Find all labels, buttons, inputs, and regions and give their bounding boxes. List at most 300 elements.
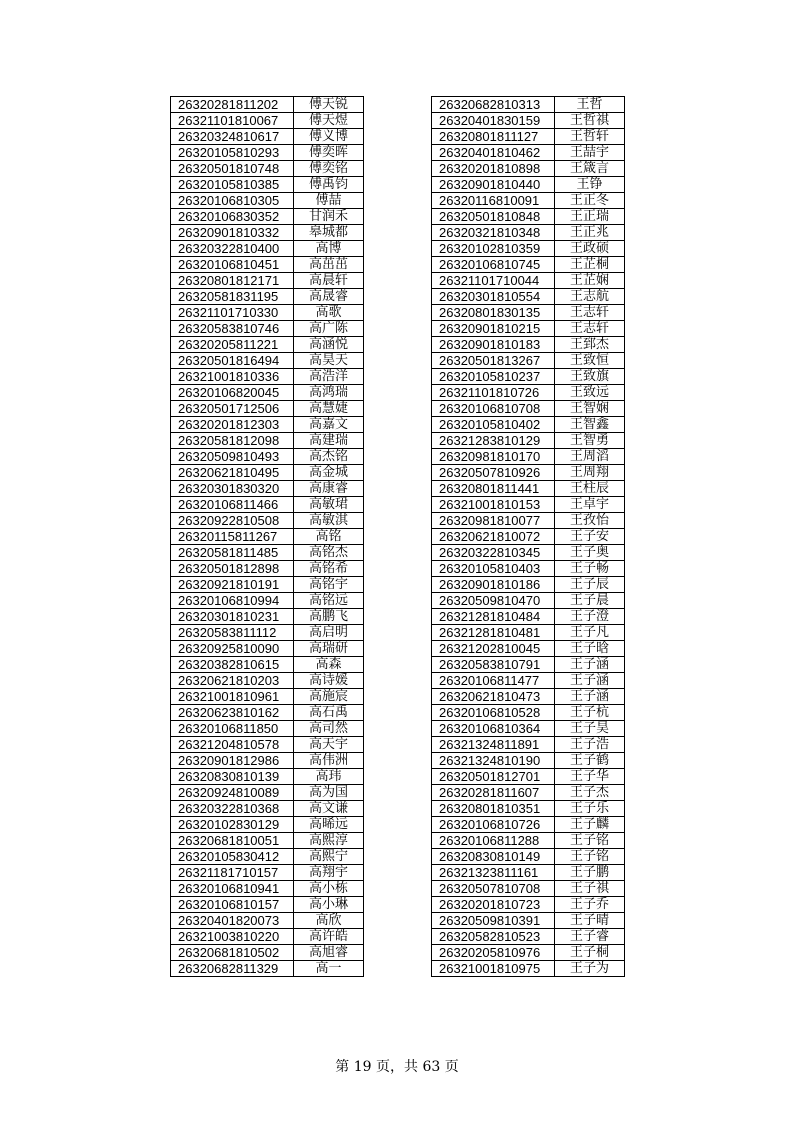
candidate-id: 26320102830129 <box>171 817 294 833</box>
candidate-id: 26320106830352 <box>171 209 294 225</box>
candidate-id: 26321101810726 <box>432 385 555 401</box>
candidate-id: 26320301810231 <box>171 609 294 625</box>
candidate-name: 王子昊 <box>555 721 625 737</box>
candidate-id: 26320501810748 <box>171 161 294 177</box>
table-row <box>171 609 364 625</box>
candidate-id: 26320621810203 <box>171 673 294 689</box>
candidate-id: 26320106810994 <box>171 593 294 609</box>
candidate-id: 26320581811485 <box>171 545 294 561</box>
candidate-name: 王致远 <box>555 385 625 401</box>
candidate-name: 王子晨 <box>555 593 625 609</box>
table-row <box>432 289 625 305</box>
table-row <box>171 497 364 513</box>
table-row <box>171 865 364 881</box>
candidate-name: 高小琳 <box>294 897 364 913</box>
candidate-id: 26320621810473 <box>432 689 555 705</box>
table-row <box>432 833 625 849</box>
candidate-id: 26321281810484 <box>432 609 555 625</box>
candidate-name: 王周滔 <box>555 449 625 465</box>
table-row <box>171 897 364 913</box>
table-row <box>432 145 625 161</box>
table-row <box>432 257 625 273</box>
candidate-id: 26320322810345 <box>432 545 555 561</box>
candidate-name: 高为国 <box>294 785 364 801</box>
table-row <box>171 145 364 161</box>
table-row <box>432 609 625 625</box>
candidate-id: 26320201810723 <box>432 897 555 913</box>
candidate-id: 26321323811161 <box>432 865 555 881</box>
table-row <box>432 817 625 833</box>
table-row <box>171 769 364 785</box>
table-row <box>171 705 364 721</box>
candidate-id: 26321003810220 <box>171 929 294 945</box>
candidate-name: 王周翔 <box>555 465 625 481</box>
candidate-name: 高敏淇 <box>294 513 364 529</box>
candidate-name: 王智娴 <box>555 401 625 417</box>
candidate-id: 26320301810554 <box>432 289 555 305</box>
table-row <box>171 625 364 641</box>
candidate-name: 王子涵 <box>555 657 625 673</box>
candidate-name: 王箴言 <box>555 161 625 177</box>
candidate-name: 高许皓 <box>294 929 364 945</box>
candidate-name: 高涵悦 <box>294 337 364 353</box>
candidate-id: 26320901810440 <box>432 177 555 193</box>
candidate-name: 高铭希 <box>294 561 364 577</box>
candidate-name: 王智勇 <box>555 433 625 449</box>
table-row <box>171 817 364 833</box>
table-row <box>432 193 625 209</box>
candidate-id: 26320901810215 <box>432 321 555 337</box>
candidate-id: 26320507810708 <box>432 881 555 897</box>
candidate-name: 王子华 <box>555 769 625 785</box>
table-row <box>171 353 364 369</box>
candidate-id: 26321001810961 <box>171 689 294 705</box>
candidate-id: 26320830810139 <box>171 769 294 785</box>
candidate-id: 26320106810708 <box>432 401 555 417</box>
candidate-name: 王铮 <box>555 177 625 193</box>
candidate-name: 高铭 <box>294 529 364 545</box>
candidate-id: 26320102810359 <box>432 241 555 257</box>
table-row <box>432 529 625 545</box>
candidate-name: 王正冬 <box>555 193 625 209</box>
candidate-id: 26321001810153 <box>432 497 555 513</box>
candidate-name: 傅天锐 <box>294 97 364 113</box>
candidate-id: 26320901810332 <box>171 225 294 241</box>
candidate-name: 高熙宁 <box>294 849 364 865</box>
candidate-id: 26321101710044 <box>432 273 555 289</box>
candidate-id: 26320106810157 <box>171 897 294 913</box>
candidate-id: 26320509810391 <box>432 913 555 929</box>
table-row <box>171 273 364 289</box>
candidate-id: 26321204810578 <box>171 737 294 753</box>
table-row <box>432 961 625 977</box>
candidate-name: 王志航 <box>555 289 625 305</box>
table-row <box>432 225 625 241</box>
candidate-id: 26320621810072 <box>432 529 555 545</box>
candidate-id: 26320509810470 <box>432 593 555 609</box>
candidate-id: 26320401810462 <box>432 145 555 161</box>
candidate-id: 26320281811607 <box>432 785 555 801</box>
table-row <box>171 113 364 129</box>
candidate-name: 高伟洲 <box>294 753 364 769</box>
table-row <box>432 753 625 769</box>
candidate-name: 高启明 <box>294 625 364 641</box>
table-row <box>432 209 625 225</box>
candidate-name: 傅奕晖 <box>294 145 364 161</box>
candidate-id: 26320205811221 <box>171 337 294 353</box>
candidate-id: 26320105810403 <box>432 561 555 577</box>
candidate-id: 26320401820073 <box>171 913 294 929</box>
candidate-name: 高小栋 <box>294 881 364 897</box>
candidate-id: 26320281811202 <box>171 97 294 113</box>
candidate-name: 高翔宇 <box>294 865 364 881</box>
candidate-id: 26320682810313 <box>432 97 555 113</box>
table-row <box>432 577 625 593</box>
candidate-name: 高诗媛 <box>294 673 364 689</box>
candidate-name: 王子桐 <box>555 945 625 961</box>
candidate-id: 26320105810385 <box>171 177 294 193</box>
table-row <box>432 769 625 785</box>
candidate-name: 王芷娴 <box>555 273 625 289</box>
table-row <box>432 689 625 705</box>
table-row <box>171 881 364 897</box>
table-row <box>171 801 364 817</box>
candidate-id: 26320201810898 <box>432 161 555 177</box>
candidate-name: 王芷桐 <box>555 257 625 273</box>
table-row <box>171 481 364 497</box>
candidate-id: 26320922810508 <box>171 513 294 529</box>
candidate-name: 傅禹钧 <box>294 177 364 193</box>
candidate-id: 26321281810481 <box>432 625 555 641</box>
table-row <box>432 177 625 193</box>
candidate-name: 王致旗 <box>555 369 625 385</box>
candidate-id: 26321101710330 <box>171 305 294 321</box>
candidate-name: 王子乔 <box>555 897 625 913</box>
candidate-name: 高一 <box>294 961 364 977</box>
candidate-id: 26320801810351 <box>432 801 555 817</box>
candidate-id: 26321283810129 <box>432 433 555 449</box>
candidate-id: 26320106811288 <box>432 833 555 849</box>
table-row <box>171 689 364 705</box>
table-row <box>171 833 364 849</box>
candidate-id: 26320801811441 <box>432 481 555 497</box>
candidate-id: 26320830810149 <box>432 849 555 865</box>
candidate-name: 高欣 <box>294 913 364 929</box>
table-row <box>171 785 364 801</box>
candidate-name: 王正兆 <box>555 225 625 241</box>
table-row <box>171 641 364 657</box>
table-row <box>432 913 625 929</box>
candidate-id: 26320382810615 <box>171 657 294 673</box>
candidate-id: 26320924810089 <box>171 785 294 801</box>
table-row <box>171 465 364 481</box>
candidate-name: 高石禹 <box>294 705 364 721</box>
candidate-id: 26320901810186 <box>432 577 555 593</box>
table-row <box>171 929 364 945</box>
candidate-id: 26320501712506 <box>171 401 294 417</box>
table-row <box>432 897 625 913</box>
candidate-name: 王哲祺 <box>555 113 625 129</box>
candidate-name: 王子奥 <box>555 545 625 561</box>
table-row <box>432 513 625 529</box>
candidate-name: 傅喆 <box>294 193 364 209</box>
table-row <box>171 449 364 465</box>
candidate-id: 26320501812898 <box>171 561 294 577</box>
table-row <box>171 673 364 689</box>
candidate-name: 高司然 <box>294 721 364 737</box>
table-row <box>171 433 364 449</box>
candidate-id: 26320106810364 <box>432 721 555 737</box>
candidate-id: 26320105830412 <box>171 849 294 865</box>
table-row <box>432 433 625 449</box>
candidate-id: 26320322810400 <box>171 241 294 257</box>
table-row <box>432 785 625 801</box>
table-row <box>432 449 625 465</box>
table-row <box>432 945 625 961</box>
candidate-name: 王子凡 <box>555 625 625 641</box>
table-row <box>171 177 364 193</box>
candidate-id: 26320801830135 <box>432 305 555 321</box>
candidate-name: 王孜怡 <box>555 513 625 529</box>
candidate-name: 王志轩 <box>555 321 625 337</box>
table-row <box>432 385 625 401</box>
candidate-id: 26320106810305 <box>171 193 294 209</box>
candidate-name: 高铭远 <box>294 593 364 609</box>
table-row <box>432 801 625 817</box>
candidate-id: 26320116810091 <box>432 193 555 209</box>
candidate-id: 26320582810523 <box>432 929 555 945</box>
candidate-id: 26320106810941 <box>171 881 294 897</box>
candidate-id: 26320106810726 <box>432 817 555 833</box>
candidate-name: 王正瑞 <box>555 209 625 225</box>
candidate-name: 高金城 <box>294 465 364 481</box>
table-row <box>171 529 364 545</box>
candidate-id: 26320901810183 <box>432 337 555 353</box>
candidate-name: 王致恒 <box>555 353 625 369</box>
candidate-id: 26320925810090 <box>171 641 294 657</box>
candidate-name: 王喆宇 <box>555 145 625 161</box>
table-row <box>171 849 364 865</box>
candidate-name: 王子鹏 <box>555 865 625 881</box>
candidate-name: 王哲 <box>555 97 625 113</box>
candidate-name: 高鸿瑞 <box>294 385 364 401</box>
table-row <box>432 721 625 737</box>
candidate-id: 26321001810975 <box>432 961 555 977</box>
table-row <box>432 737 625 753</box>
candidate-id: 26320583810791 <box>432 657 555 673</box>
table-row <box>171 225 364 241</box>
table-row <box>432 593 625 609</box>
candidate-name: 高广陈 <box>294 321 364 337</box>
candidate-name: 高博 <box>294 241 364 257</box>
candidate-id: 26320901812986 <box>171 753 294 769</box>
candidate-id: 26320507810926 <box>432 465 555 481</box>
candidate-id: 26320583810746 <box>171 321 294 337</box>
candidate-name: 王子鹤 <box>555 753 625 769</box>
table-row <box>432 881 625 897</box>
table-row <box>171 401 364 417</box>
table-row <box>432 161 625 177</box>
candidate-id: 26321202810045 <box>432 641 555 657</box>
candidate-name: 高鹏飞 <box>294 609 364 625</box>
table-row <box>432 673 625 689</box>
candidate-name: 高杰铭 <box>294 449 364 465</box>
table-row <box>171 305 364 321</box>
candidate-id: 26320106810745 <box>432 257 555 273</box>
candidate-id: 26320981810170 <box>432 449 555 465</box>
candidate-name: 王子杭 <box>555 705 625 721</box>
candidate-name: 傅奕铭 <box>294 161 364 177</box>
candidate-name: 高晞远 <box>294 817 364 833</box>
candidate-id: 26320321810348 <box>432 225 555 241</box>
candidate-id: 26321001810336 <box>171 369 294 385</box>
table-row <box>171 241 364 257</box>
table-row <box>432 929 625 945</box>
candidate-id: 26321101810067 <box>171 113 294 129</box>
table-row <box>432 481 625 497</box>
candidate-name: 王子澄 <box>555 609 625 625</box>
table-row <box>171 257 364 273</box>
table-row <box>171 369 364 385</box>
table-row <box>171 417 364 433</box>
candidate-name: 高康睿 <box>294 481 364 497</box>
candidate-name: 高熙淳 <box>294 833 364 849</box>
candidate-name: 高嘉文 <box>294 417 364 433</box>
candidate-id: 26320401830159 <box>432 113 555 129</box>
table-row <box>432 657 625 673</box>
candidate-id: 26320201812303 <box>171 417 294 433</box>
candidate-id: 26320106810528 <box>432 705 555 721</box>
candidate-id: 26320501810848 <box>432 209 555 225</box>
page-footer: 第 19 页，共 63 页 <box>335 1059 459 1075</box>
table-row <box>171 961 364 977</box>
candidate-name: 王子睿 <box>555 929 625 945</box>
table-row <box>432 337 625 353</box>
candidate-name: 王子为 <box>555 961 625 977</box>
candidate-name: 高浩洋 <box>294 369 364 385</box>
candidate-id: 26321324810190 <box>432 753 555 769</box>
candidate-id: 26320106811466 <box>171 497 294 513</box>
candidate-name: 高天宇 <box>294 737 364 753</box>
candidate-name: 高晟睿 <box>294 289 364 305</box>
table-row <box>171 193 364 209</box>
candidate-id: 26320106811477 <box>432 673 555 689</box>
table-row <box>171 657 364 673</box>
candidate-name: 王子铭 <box>555 849 625 865</box>
candidate-name: 高玮 <box>294 769 364 785</box>
candidate-id: 26320105810293 <box>171 145 294 161</box>
table-row <box>432 865 625 881</box>
candidate-name: 王子祺 <box>555 881 625 897</box>
candidate-name: 王子浩 <box>555 737 625 753</box>
table-row <box>432 129 625 145</box>
candidate-id: 26320509810493 <box>171 449 294 465</box>
table-row <box>432 465 625 481</box>
candidate-name: 王志轩 <box>555 305 625 321</box>
table-row <box>171 753 364 769</box>
candidate-id: 26320106811850 <box>171 721 294 737</box>
table-row <box>432 273 625 289</box>
candidate-id: 26320105810402 <box>432 417 555 433</box>
table-row <box>432 321 625 337</box>
candidate-id: 26320205810976 <box>432 945 555 961</box>
candidate-id: 26320682811329 <box>171 961 294 977</box>
table-row <box>171 577 364 593</box>
candidate-name: 王柱辰 <box>555 481 625 497</box>
candidate-name: 王子晗 <box>555 641 625 657</box>
table-row <box>171 385 364 401</box>
table-row <box>171 161 364 177</box>
table-row <box>432 641 625 657</box>
candidate-name: 王卓宇 <box>555 497 625 513</box>
candidate-name: 王智鑫 <box>555 417 625 433</box>
left-roster-table <box>170 96 364 977</box>
candidate-name: 王子铭 <box>555 833 625 849</box>
table-row <box>171 721 364 737</box>
table-row <box>432 417 625 433</box>
candidate-id: 26320501813267 <box>432 353 555 369</box>
candidate-name: 高铭宇 <box>294 577 364 593</box>
candidate-name: 王子安 <box>555 529 625 545</box>
candidate-id: 26320801811127 <box>432 129 555 145</box>
candidate-name: 王子麟 <box>555 817 625 833</box>
table-row <box>171 321 364 337</box>
table-row <box>432 401 625 417</box>
candidate-name: 高森 <box>294 657 364 673</box>
right-roster-body <box>432 97 625 977</box>
table-row <box>171 97 364 113</box>
table-row <box>171 593 364 609</box>
candidate-id: 26320583811112 <box>171 625 294 641</box>
candidate-id: 26320501812701 <box>432 769 555 785</box>
candidate-id: 26320801812171 <box>171 273 294 289</box>
candidate-id: 26321181710157 <box>171 865 294 881</box>
candidate-id: 26321324811891 <box>432 737 555 753</box>
candidate-name: 王子涵 <box>555 689 625 705</box>
table-row <box>171 289 364 305</box>
candidate-id: 26320581812098 <box>171 433 294 449</box>
candidate-name: 傅天煜 <box>294 113 364 129</box>
candidate-id: 26320301830320 <box>171 481 294 497</box>
candidate-id: 26320581831195 <box>171 289 294 305</box>
candidate-id: 26320621810495 <box>171 465 294 481</box>
table-row <box>432 561 625 577</box>
candidate-name: 王政硕 <box>555 241 625 257</box>
candidate-name: 王子畅 <box>555 561 625 577</box>
table-row <box>171 337 364 353</box>
table-row <box>171 209 364 225</box>
table-row <box>432 497 625 513</box>
candidate-name: 皋城都 <box>294 225 364 241</box>
table-row <box>432 625 625 641</box>
table-row <box>432 369 625 385</box>
candidate-name: 高瑞研 <box>294 641 364 657</box>
candidate-id: 26320324810617 <box>171 129 294 145</box>
table-row <box>432 305 625 321</box>
table-row <box>171 561 364 577</box>
candidate-id: 26320623810162 <box>171 705 294 721</box>
candidate-name: 高旭睿 <box>294 945 364 961</box>
candidate-name: 王子晴 <box>555 913 625 929</box>
table-row <box>432 241 625 257</box>
candidate-name: 王郅杰 <box>555 337 625 353</box>
candidate-name: 高施宸 <box>294 689 364 705</box>
candidate-name: 高歌 <box>294 305 364 321</box>
candidate-id: 26320106810451 <box>171 257 294 273</box>
candidate-id: 26320115811267 <box>171 529 294 545</box>
candidate-id: 26320681810502 <box>171 945 294 961</box>
candidate-id: 26320681810051 <box>171 833 294 849</box>
